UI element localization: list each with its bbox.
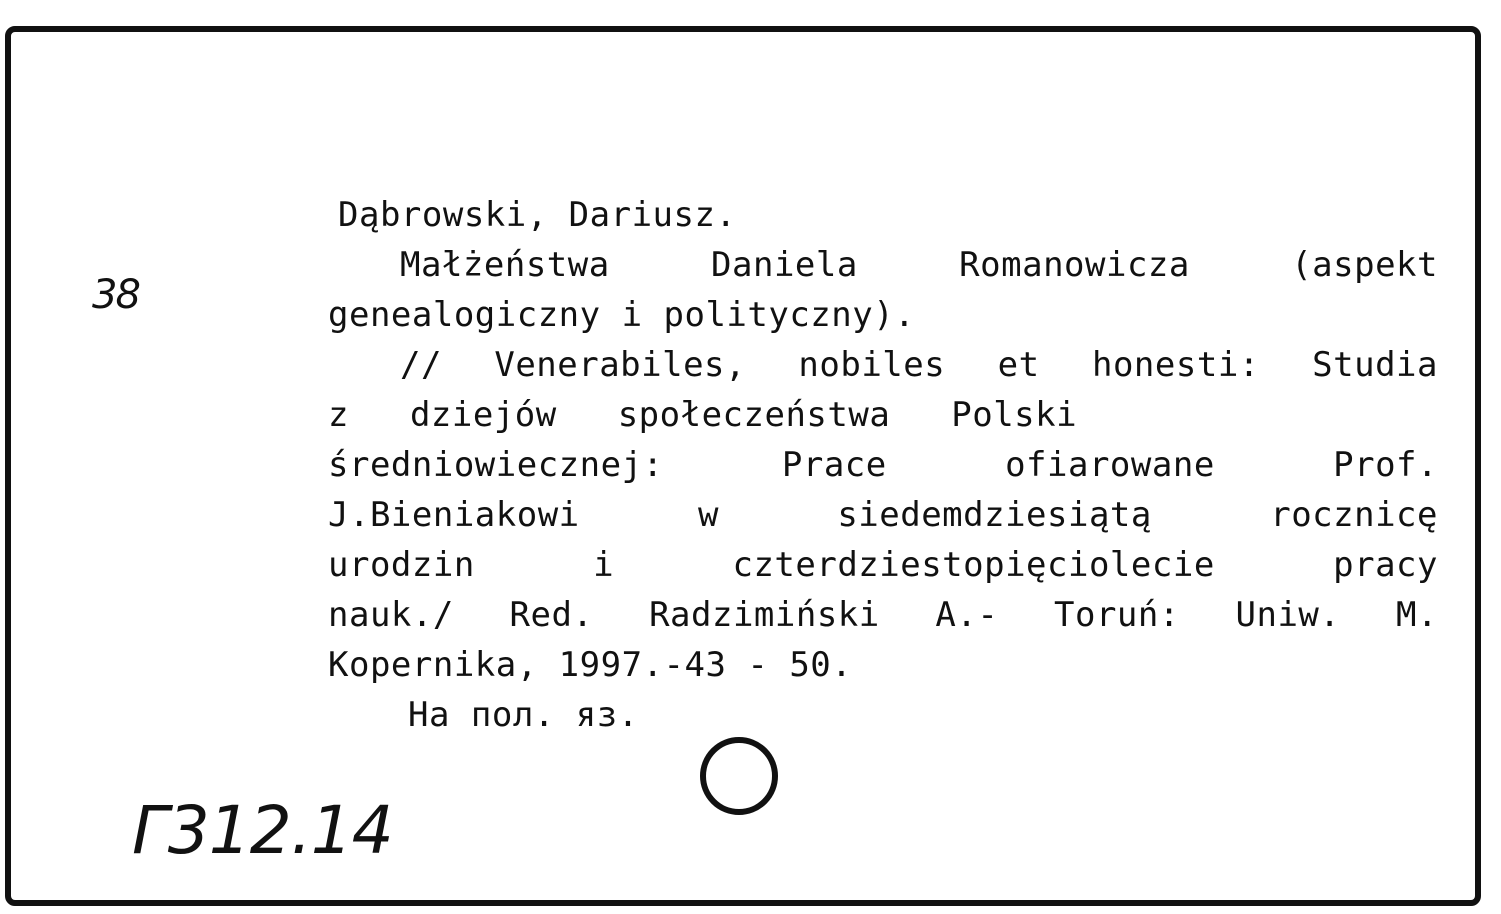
- catalog-number: 38: [92, 272, 139, 318]
- source-line-7: Kopernika, 1997.-43 - 50.: [328, 645, 853, 685]
- source-line-3: średniowiecznej: Prace ofiarowane Prof.: [328, 445, 1438, 485]
- language-note: На пол. яз.: [408, 695, 639, 735]
- source-line-6: nauk./ Red. Radzimiński A.- Toruń: Uniw. M.: [328, 595, 1438, 635]
- bibliographic-entry: [328, 190, 1438, 740]
- title-line-2: genealogiczny i polityczny).: [328, 295, 916, 335]
- source-line-5: urodzin i czterdziestopięciolecie pracy: [328, 545, 1438, 585]
- source-line-4: J.Bieniakowi w siedemdziesiątą rocznicę: [328, 495, 1438, 535]
- title-line-1: Małżeństwa Daniela Romanowicza (aspekt: [400, 245, 1438, 285]
- punch-hole: [700, 737, 778, 815]
- author-heading: Dąbrowski, Dariusz.: [338, 195, 737, 235]
- source-line-2: z dziejów społeczeństwa Polski: [328, 395, 1078, 435]
- source-line-1: // Venerabiles, nobiles et honesti: Studia: [400, 345, 1438, 385]
- shelf-mark: Г312.14: [132, 792, 393, 869]
